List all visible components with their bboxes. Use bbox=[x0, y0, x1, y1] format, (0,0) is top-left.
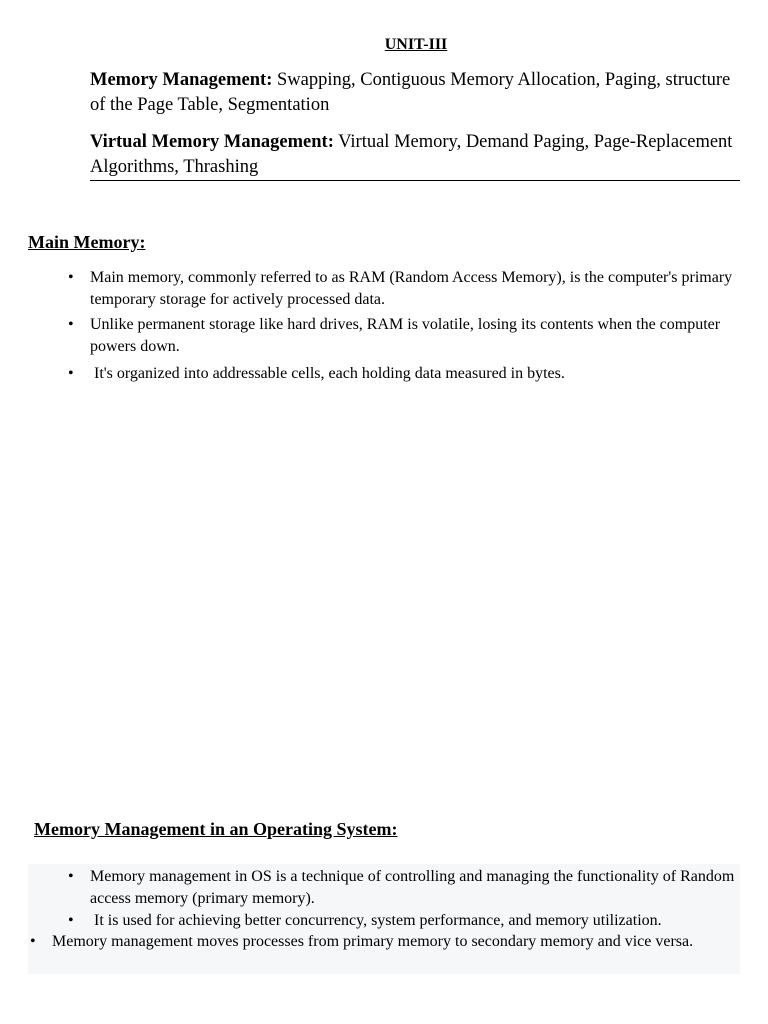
main-memory-list bbox=[68, 267, 748, 385]
list-item bbox=[68, 866, 740, 910]
list-item-text: Unlike permanent storage like hard drives, RAM is volatile, losing its contents when the computer powers down. bbox=[90, 316, 721, 355]
list-item-text: Memory management moves processes from primary memory to secondary memory and vice versa. bbox=[52, 933, 694, 950]
memory-management-os-heading: Memory Management in an Operating System: bbox=[34, 819, 398, 839]
list-item-text: It's organized into addressable cells, each holding data measured in bytes. bbox=[94, 365, 565, 382]
syllabus-heading: Memory Management: bbox=[90, 70, 273, 90]
bullet-icon: • bbox=[68, 912, 74, 929]
memory-management-os-list-outer bbox=[30, 931, 740, 953]
syllabus-virtual-memory-management bbox=[90, 130, 740, 180]
syllabus-memory-management bbox=[90, 68, 740, 118]
list-item-text: Main memory, commonly referred to as RAM (Random Access Memory), is the computer's primary temporary storage for actively processed data. bbox=[90, 269, 733, 308]
syllabus-topics: Virtual Memory, Demand Paging, Page-Replacement Algorithms, Thrashing bbox=[90, 132, 733, 177]
list-item bbox=[68, 363, 748, 385]
list-item bbox=[68, 314, 748, 358]
syllabus-topics: Swapping, Contiguous Memory Allocation, Paging, structure of the Page Table, Segmentation bbox=[90, 70, 731, 115]
bullet-icon: • bbox=[68, 269, 74, 286]
syllabus-heading: Virtual Memory Management: bbox=[90, 132, 334, 152]
list-item-text: Memory management in OS is a technique of controlling and managing the functionality of Random access memory (primary memory). bbox=[90, 868, 735, 907]
bullet-icon: • bbox=[68, 868, 74, 885]
list-item bbox=[68, 267, 748, 311]
bullet-icon: • bbox=[68, 365, 74, 382]
divider-rule bbox=[90, 180, 740, 181]
unit-title: UNIT-III bbox=[384, 36, 448, 53]
list-item bbox=[30, 931, 740, 953]
bullet-icon: • bbox=[68, 316, 74, 333]
main-memory-heading: Main Memory: bbox=[28, 232, 146, 252]
memory-management-os-list bbox=[68, 866, 740, 932]
bullet-icon: • bbox=[30, 933, 36, 950]
list-item-text: It is used for achieving better concurrency, system performance, and memory utilization. bbox=[94, 912, 662, 929]
list-item bbox=[68, 910, 740, 932]
